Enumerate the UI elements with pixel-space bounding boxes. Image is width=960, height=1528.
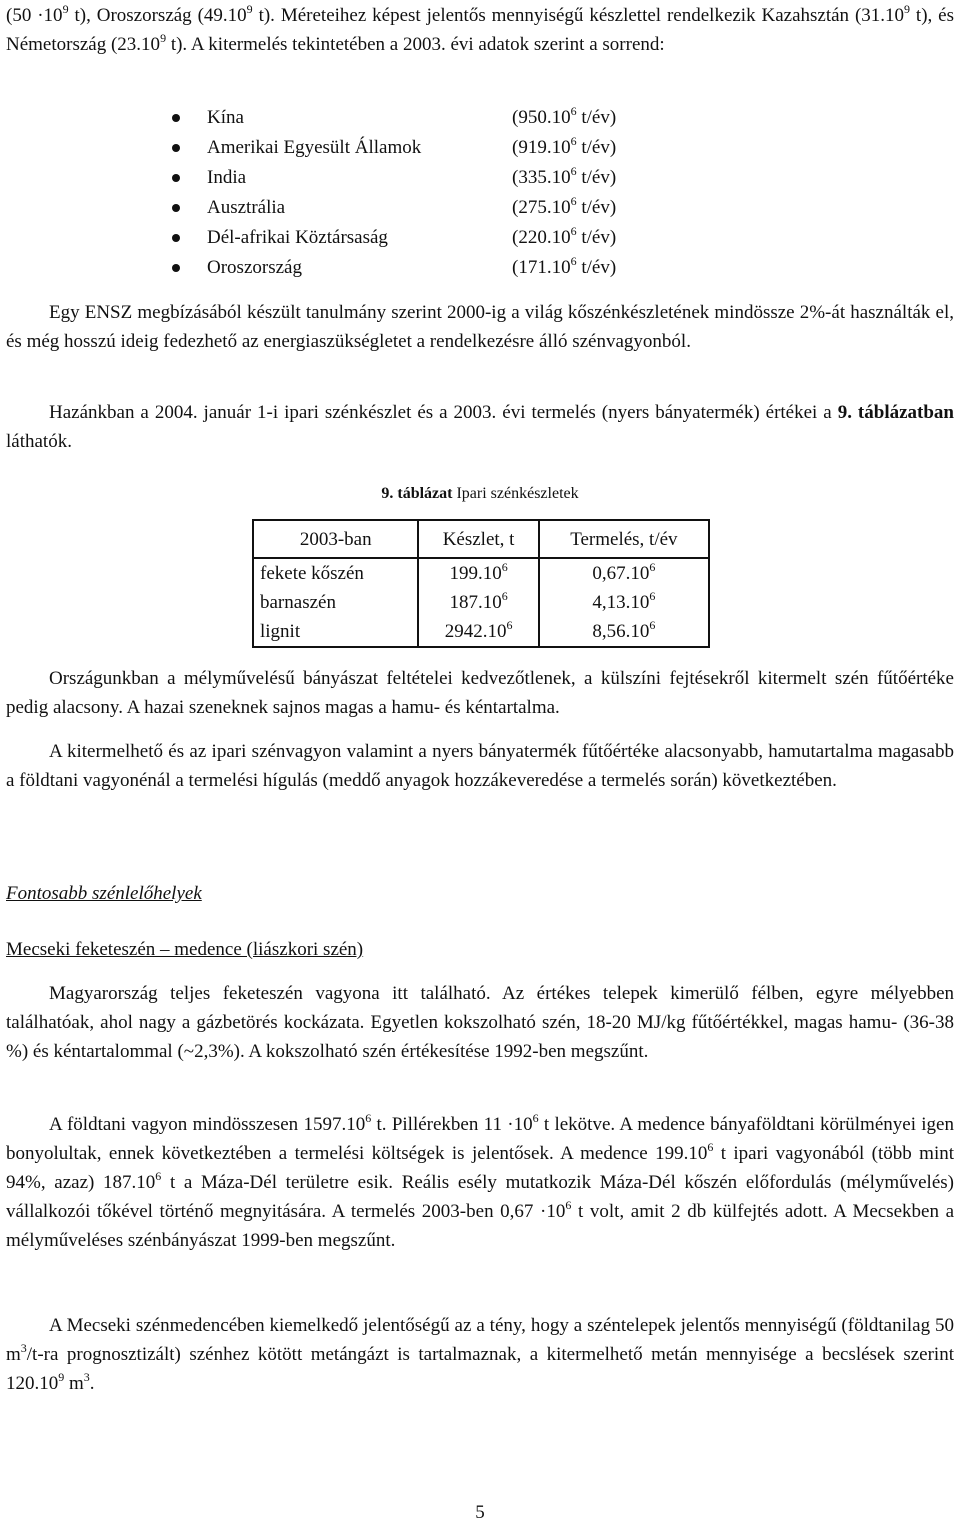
superscript: 9 bbox=[904, 1, 911, 16]
country-name: Kína bbox=[207, 107, 244, 128]
production-value: (919.10$^6$ t/év) bbox=[512, 133, 617, 158]
column-header: Készlet, t bbox=[418, 520, 538, 558]
intro-text: t), és Németország (23.10 bbox=[6, 5, 955, 55]
production-value: (950.10$^6$ t/év) bbox=[512, 103, 617, 128]
country-name: Dél-afrikai Köztársaság bbox=[207, 227, 388, 248]
intro-text: t). A kitermelés tekintetében a 2003. évi adatok szerint a sorrend: bbox=[166, 34, 665, 55]
orszag-paragraph: Országunkban a mélyművelésű bányászat feltételei kedvezőtlenek, a külszíni fejtésekről kitermelt szén fűtőértéke pedig alacsony. A hazai szeneknek sajnos magas a hamu- és kéntartalma. bbox=[6, 668, 954, 718]
ensz-paragraph: Egy ENSZ megbízásából készült tanulmány szerint 2000-ig a világ kőszénkészletének mindössze 2%-át használták el, és még hosszú ideig fedezhető az energiaszükségletet a rendelkezésre álló szénvagyonból. bbox=[6, 302, 954, 352]
superscript: 9 bbox=[246, 1, 253, 16]
bullet-icon bbox=[172, 144, 180, 152]
production-cell: 8,56.10$^6$ bbox=[539, 617, 709, 647]
list-item bbox=[172, 163, 732, 193]
hazank-paragraph: Hazánkban a 2004. január 1-i ipari szénkészlet és a 2003. évi termelés (nyers bányatermék) értékei a 9. táblázatban láthatók. bbox=[6, 402, 954, 452]
bullet-icon bbox=[172, 114, 180, 122]
foldtani-paragraph: A földtani vagyon mindösszesen 1597.10$^6$ t. Pillérekben $11 \cdot 10^6$ t lekötve. A medence bányaföldtani körülményei igen bonyolultak, ennek következtében a termelési költségek is jelentősek. A medence 199.10$^6$ t ipari vagyonából (több mint 94%, azaz) 187.10$^6$ t a Máza-Dél területre esik. Reális esély mutatkozik Máza-Dél kőszén előfordulás (mélyművelés) vállalkozói tőkével történő megnyitására. A termelés 2003-ben $0,67 \cdot 10^6$ t volt, amit 2 db külfejtés adott. A Mecsekben a mélyműveléses szénbányászat 1999-ben megszűnt. bbox=[6, 1110, 955, 1251]
bullet-icon bbox=[172, 264, 180, 272]
production-value: (275.10$^6$ t/év) bbox=[512, 193, 617, 218]
table-row bbox=[253, 558, 709, 588]
metan-paragraph: A Mecseki szénmedencében kiemelkedő jelentőségű az a tény, hogy a széntelepek jelentős mennyiségű (földtanilag 50 $m^3/t-ra$ prognosztizált) szénhez kötött metángázt is tartalmaznak, a kitermelhető metán mennyisége a becslések szerint 120.10$^9$ $m^3$. bbox=[6, 1315, 954, 1394]
table-caption bbox=[0, 482, 960, 506]
column-header: 2003-ban bbox=[253, 520, 418, 558]
table-row bbox=[253, 617, 709, 647]
stock-cell: 2942.10$^6$ bbox=[418, 617, 538, 647]
section-heading: Fontosabb szénlelőhelyek bbox=[6, 883, 202, 904]
stock-cell: 187.10$^6$ bbox=[418, 588, 538, 617]
list-item bbox=[172, 253, 732, 283]
production-cell: 4,13.10$^6$ bbox=[539, 588, 709, 617]
table-reference: 9. táblázatban bbox=[837, 402, 954, 423]
list-item bbox=[172, 133, 732, 163]
stock-cell: 199.10$^6$ bbox=[418, 558, 538, 588]
superscript: 9 bbox=[62, 1, 69, 16]
production-cell: 0,67.10$^6$ bbox=[539, 558, 709, 588]
table-caption-text: Ipari szénkészletek bbox=[452, 485, 579, 502]
intro-text: (50 ·10 bbox=[6, 5, 63, 26]
bullet-icon bbox=[172, 204, 180, 212]
bullet-icon bbox=[172, 174, 180, 182]
list-item bbox=[172, 103, 732, 133]
bullet-icon bbox=[172, 234, 180, 242]
production-value: (171.10$^6$ t/év) bbox=[512, 253, 617, 278]
intro-paragraph bbox=[6, 1, 954, 59]
kitermelheto-paragraph: A kitermelhető és az ipari szénvagyon valamint a nyers bányatermék fűtőértéke alacsonyabb, hamutartalma magasabb a földtani vagyonénál a termelési hígulás (meddő anyagok hozzákeveredése a termelés során) következtében. bbox=[6, 741, 954, 791]
coal-reserves-table bbox=[252, 519, 710, 648]
coal-type-cell: lignit bbox=[253, 617, 418, 647]
magyarorszag-paragraph: Magyarország teljes feketeszén vagyona itt található. Az értékes telepek kimerülő félben, egyre mélyebben találhatóak, ahol nagy a gázbetörés kockázata. Egyetlen kokszolható szén, 18-20 MJ/kg fűtőértékkel, magas hamu- (36-38 %) és kéntartalommal (~2,3%). A kokszolható szén értékesítése 1992-ben megszűnt. bbox=[6, 983, 954, 1062]
coal-type-cell: barnaszén bbox=[253, 588, 418, 617]
column-header: Termelés, t/év bbox=[539, 520, 709, 558]
table-header-row bbox=[253, 520, 709, 558]
country-name: Ausztrália bbox=[207, 197, 286, 218]
production-value: (335.10$^6$ t/év) bbox=[512, 163, 617, 188]
production-value: (220.10$^6$ t/év) bbox=[512, 223, 617, 248]
table-row bbox=[253, 588, 709, 617]
intro-text: t), Oroszország (49.10 bbox=[68, 5, 247, 26]
coal-type-cell: fekete kőszén bbox=[253, 558, 418, 588]
page-number: 5 bbox=[475, 1502, 485, 1523]
superscript: 9 bbox=[160, 30, 167, 45]
country-name: Oroszország bbox=[207, 257, 302, 278]
table-caption-number: 9. táblázat bbox=[381, 485, 453, 502]
production-ranking-list bbox=[172, 103, 732, 283]
country-name: Amerikai Egyesült Államok bbox=[207, 137, 422, 158]
subsection-heading: Mecseki feketeszén – medence (liászkori szén) bbox=[6, 939, 364, 960]
country-name: India bbox=[207, 167, 247, 188]
list-item bbox=[172, 193, 732, 223]
intro-text: t). Méreteihez képest jelentős mennyiségű készlettel rendelkezik Kazahsztán (31.10 bbox=[252, 5, 905, 26]
list-item bbox=[172, 223, 732, 253]
